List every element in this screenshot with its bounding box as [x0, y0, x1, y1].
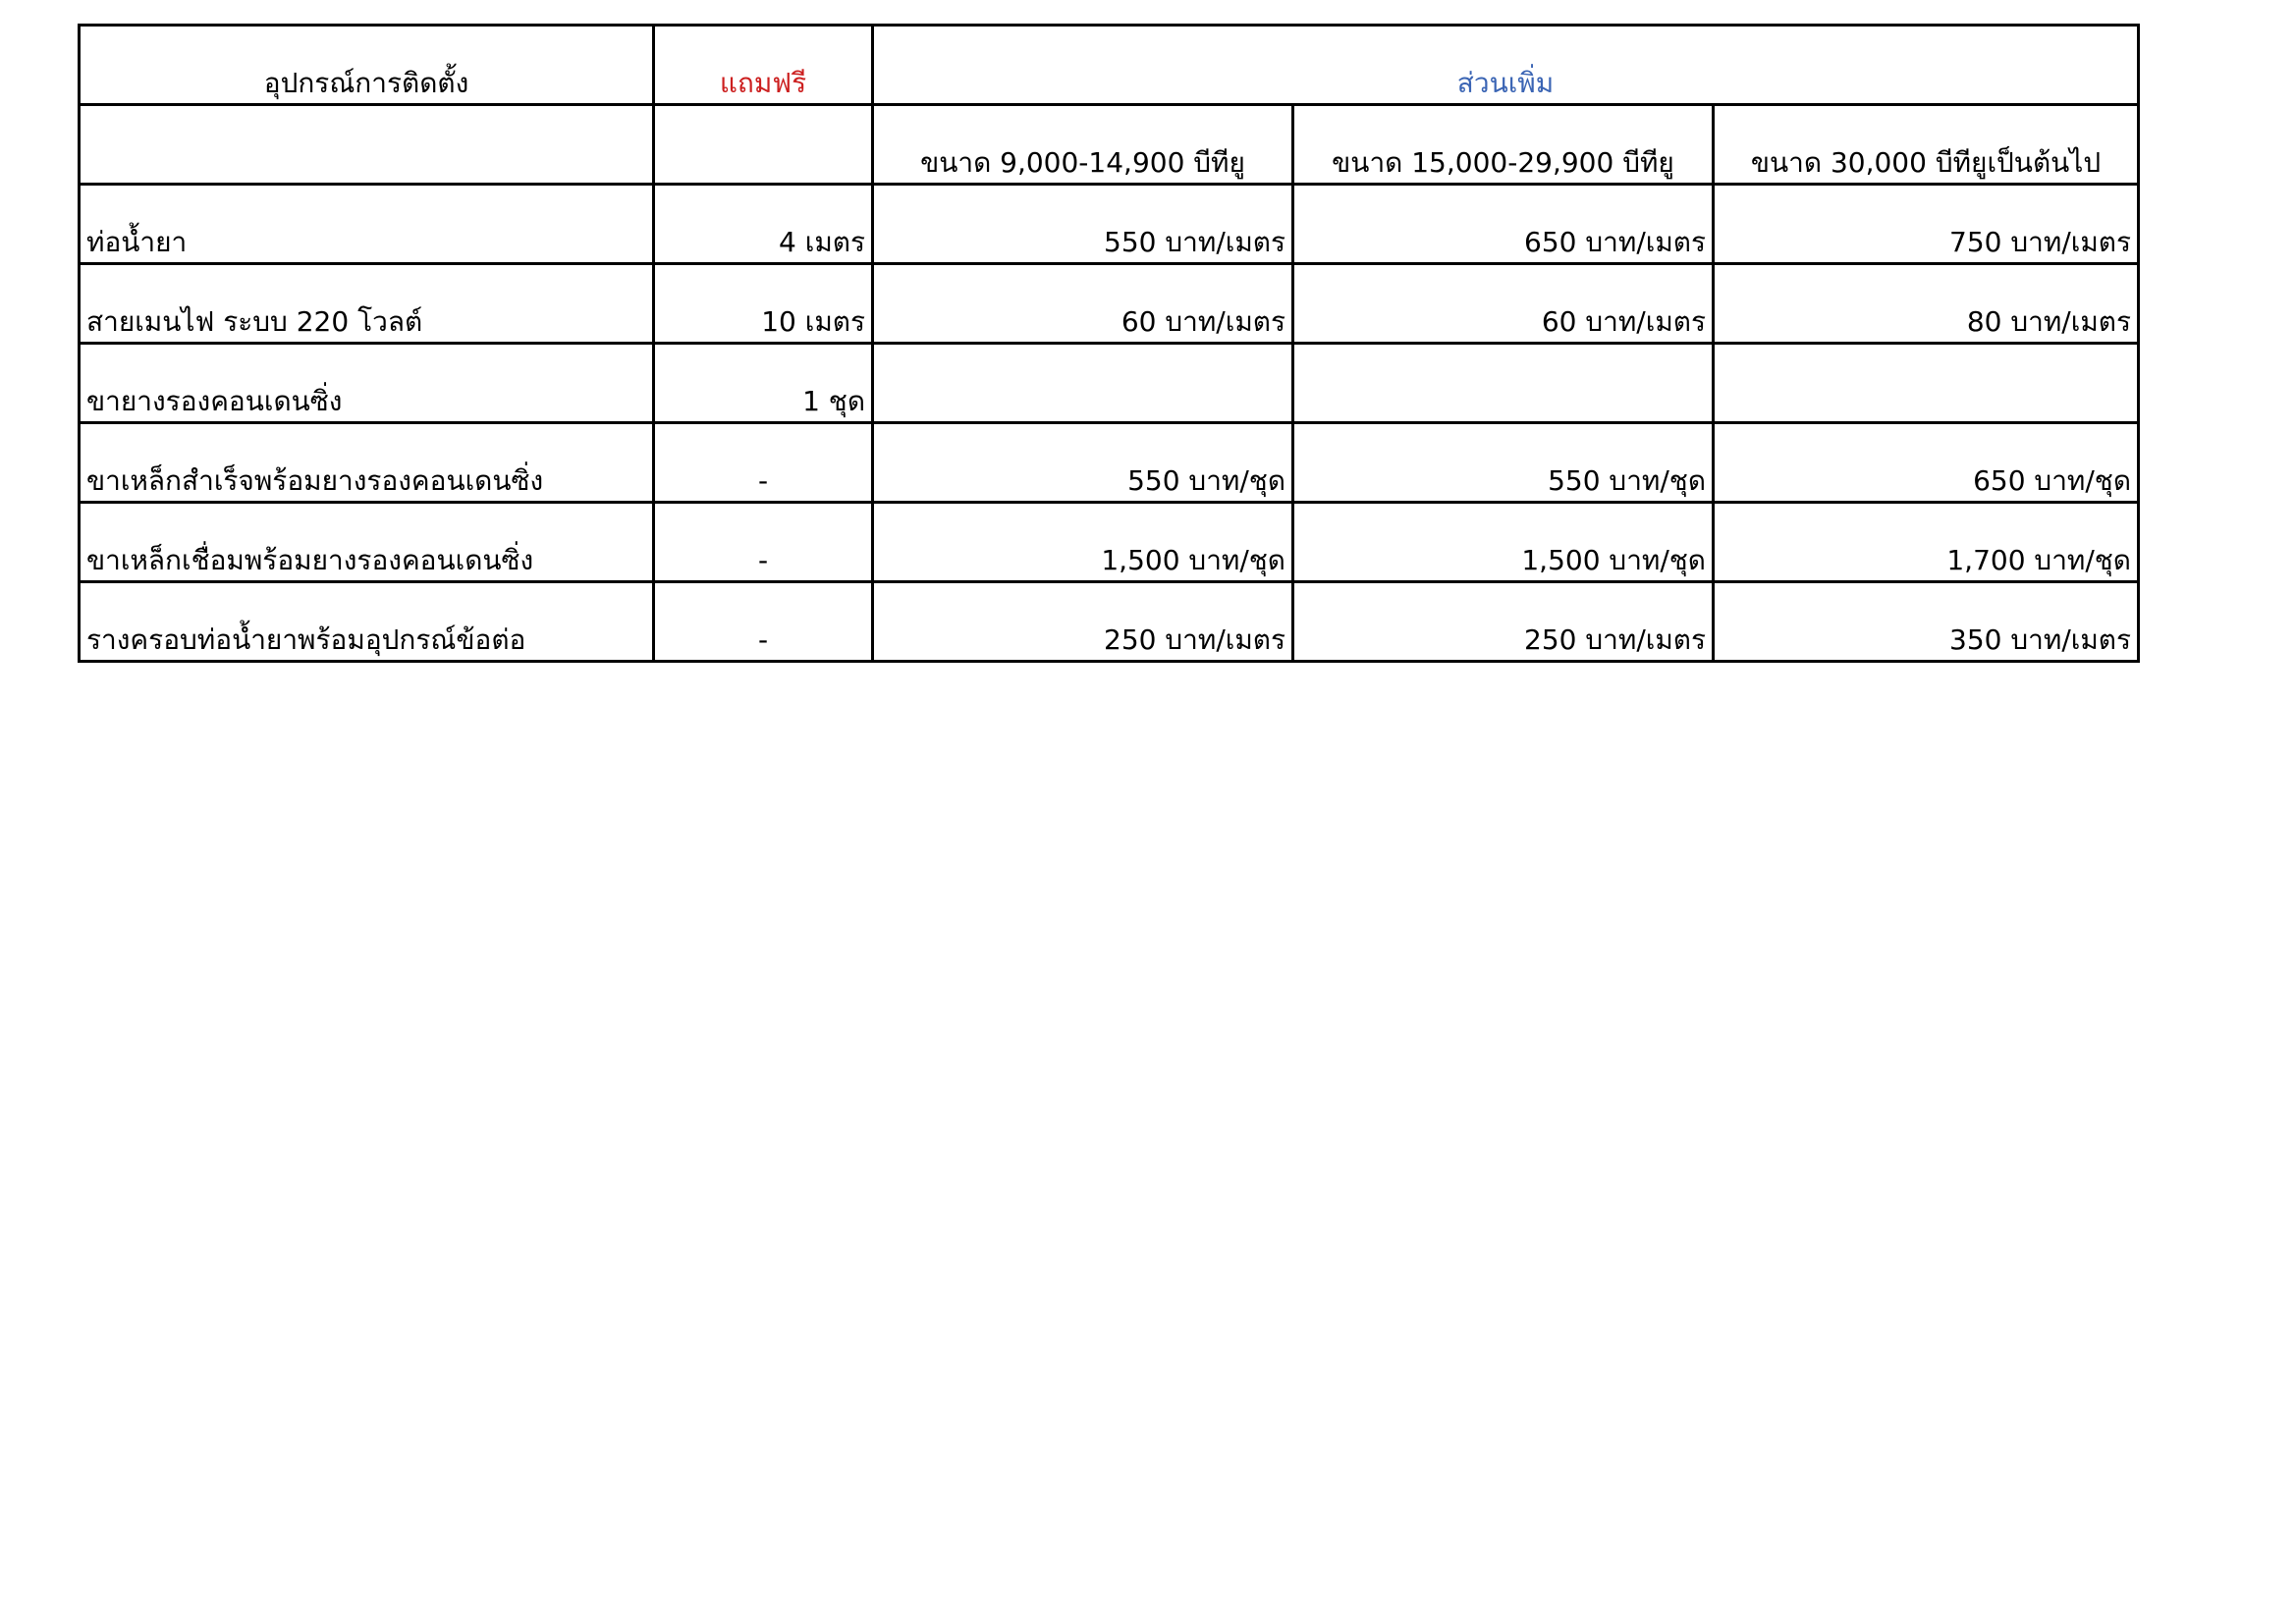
price-small-cell: 550 บาท/เมตร: [873, 185, 1293, 264]
free-qty-cell: -: [654, 423, 873, 503]
price-large-cell: 750 บาท/เมตร: [1714, 185, 2139, 264]
table-row: [80, 344, 2139, 423]
size-header-row: [80, 105, 2139, 185]
item-name-cell: ท่อน้ำยา: [80, 185, 654, 264]
price-small-cell: [873, 344, 1293, 423]
table-row: [80, 423, 2139, 503]
item-name-cell: สายเมนไฟ ระบบ 220 โวลต์: [80, 264, 654, 344]
free-qty-cell: -: [654, 503, 873, 582]
price-large-cell: [1714, 344, 2139, 423]
price-medium-cell: [1293, 344, 1714, 423]
price-small-cell: 60 บาท/เมตร: [873, 264, 1293, 344]
header-row: [80, 26, 2139, 105]
item-name-cell: ขายางรองคอนเดนซิ่ง: [80, 344, 654, 423]
price-large-cell: 650 บาท/ชุด: [1714, 423, 2139, 503]
free-qty-cell: -: [654, 582, 873, 662]
installation-price-table: [78, 24, 2140, 663]
price-medium-cell: 60 บาท/เมตร: [1293, 264, 1714, 344]
price-medium-cell: 1,500 บาท/ชุด: [1293, 503, 1714, 582]
table-row: [80, 503, 2139, 582]
size-header-small: ขนาด 9,000-14,900 บีทียู: [873, 105, 1293, 185]
price-medium-cell: 650 บาท/เมตร: [1293, 185, 1714, 264]
price-medium-cell: 250 บาท/เมตร: [1293, 582, 1714, 662]
item-name-cell: รางครอบท่อน้ำยาพร้อมอุปกรณ์ข้อต่อ: [80, 582, 654, 662]
size-header-empty-free: [654, 105, 873, 185]
price-sheet: [78, 24, 2137, 657]
table-row: [80, 264, 2139, 344]
table-row: [80, 582, 2139, 662]
price-small-cell: 550 บาท/ชุด: [873, 423, 1293, 503]
price-small-cell: 250 บาท/เมตร: [873, 582, 1293, 662]
price-large-cell: 1,700 บาท/ชุด: [1714, 503, 2139, 582]
header-item-cell: อุปกรณ์การติดตั้ง: [80, 26, 654, 105]
size-header-empty-item: [80, 105, 654, 185]
header-free-cell: แถมฟรี: [654, 26, 873, 105]
item-name-cell: ขาเหล็กสำเร็จพร้อมยางรองคอนเดนซิ่ง: [80, 423, 654, 503]
size-header-large: ขนาด 30,000 บีทียูเป็นต้นไป: [1714, 105, 2139, 185]
free-qty-cell: 4 เมตร: [654, 185, 873, 264]
price-medium-cell: 550 บาท/ชุด: [1293, 423, 1714, 503]
free-qty-cell: 10 เมตร: [654, 264, 873, 344]
size-header-medium: ขนาด 15,000-29,900 บีทียู: [1293, 105, 1714, 185]
price-large-cell: 80 บาท/เมตร: [1714, 264, 2139, 344]
header-extra-cell: ส่วนเพิ่ม: [873, 26, 2139, 105]
free-qty-cell: 1 ชุด: [654, 344, 873, 423]
price-small-cell: 1,500 บาท/ชุด: [873, 503, 1293, 582]
table-row: [80, 185, 2139, 264]
item-name-cell: ขาเหล็กเชื่อมพร้อมยางรองคอนเดนซิ่ง: [80, 503, 654, 582]
price-large-cell: 350 บาท/เมตร: [1714, 582, 2139, 662]
